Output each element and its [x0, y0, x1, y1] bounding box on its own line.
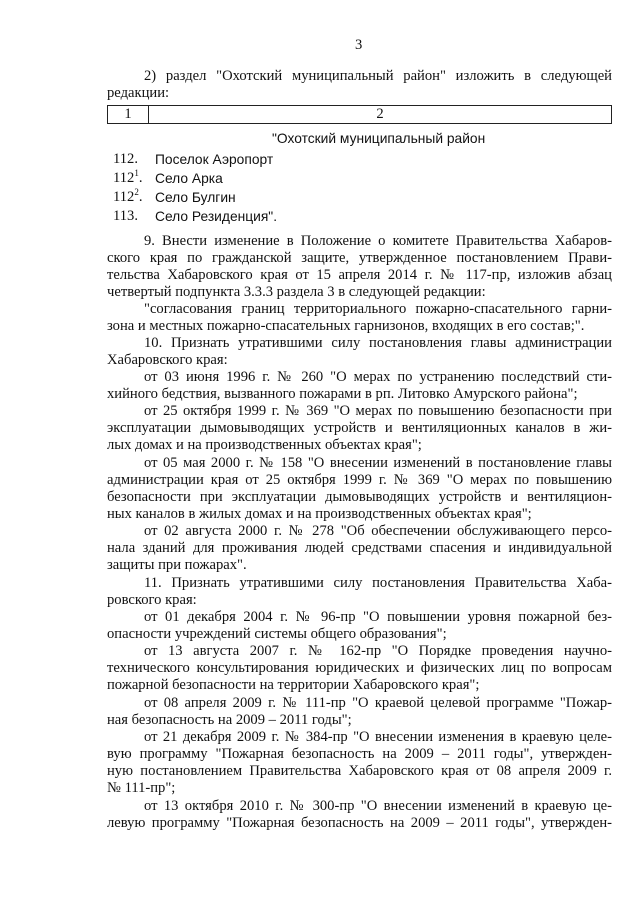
settlement-name: Поселок Аэропорт [155, 152, 274, 167]
paragraph-line: "согласования границ территориального пожарно-спасательного гарни- [144, 301, 612, 317]
paragraph-line: зона и местных пожарно-спасательных гарнизонов, входящих в его состав;". [107, 318, 585, 334]
paragraph-line: опасности учреждений системы общего образования"; [107, 626, 447, 642]
paragraph-line: от 21 декабря 2009 г. № 384-пр "О внесении изменения в краевую целе- [144, 729, 612, 745]
settlement-number: 113. [113, 208, 139, 224]
paragraph-line: от 05 мая 2000 г. № 158 "О внесении изменений в постановление главы [144, 455, 612, 471]
settlement-name: Село Булгин [155, 190, 236, 205]
paragraph-line: от 08 апреля 2009 г. № 111-пр "О краевой целевой программе "Пожар- [144, 695, 612, 711]
paragraph-line: хийного бедствия, вызванного пожарами в рп. Литовко Амурского района"; [107, 386, 578, 402]
settlement-number: 112. [113, 151, 139, 167]
section-intro-line: 2) раздел "Охотский муниципальный район" изложить в следующей [144, 68, 612, 84]
paragraph-line: ных каналов в жилых домах и на производственных объектах края"; [107, 506, 532, 522]
paragraph-line: 10. Признать утратившими силу постановления главы администрации [144, 335, 612, 351]
paragraph-line: от 03 июня 1996 г. № 260 "О мерах по устранению последствий сти- [144, 369, 612, 385]
paragraph-line: технического консультирования юридических и физических лиц по вопросам [107, 660, 612, 676]
section-intro-line: редакции: [107, 85, 170, 101]
table-header-cell: 2 [149, 106, 612, 124]
paragraph-line: администрации края от 25 октября 1999 г. № 369 "О мерах по повышению [107, 472, 612, 488]
settlement-number: $112^1$. [113, 168, 143, 186]
paragraph-line: 11. Признать утратившими силу постановления Правительства Хаба- [144, 575, 612, 591]
paragraph-line: от 25 октября 1999 г. № 369 "О мерах по повышению безопасности при [144, 403, 612, 419]
page-number: 3 [355, 37, 363, 53]
paragraph-line: ную постановлением Правительства Хабаровского края от 08 апреля 2009 г. [107, 763, 612, 779]
table-header-cell: 1 [108, 106, 149, 124]
paragraph-line: № 111-пр"; [107, 780, 176, 796]
paragraph-line: ная безопасность на 2009 – 2011 годы"; [107, 712, 352, 728]
paragraph-line: от 01 декабря 2004 г. № 96-пр "О повышении уровня пожарной без- [144, 609, 612, 625]
district-title: "Охотский муниципальный район [272, 131, 486, 146]
column-header-table [107, 105, 612, 124]
paragraph-line: эксплуатации дымовыводящих устройств и вентиляционных каналов в жи- [107, 420, 612, 436]
settlement-name: Село Резиденция". [155, 209, 278, 224]
paragraph-line: левую программу "Пожарная безопасность на 2009 – 2011 годы", утвержден- [107, 815, 612, 831]
paragraph-line: защиты при пожарах". [107, 557, 247, 573]
paragraph-line: четвертый подпункта 3.3.3 раздела 3 в следующей редакции: [107, 284, 486, 300]
paragraph-line: от 13 октября 2010 г. № 300-пр "О внесении изменений в краевую це- [144, 798, 612, 814]
settlement-number: $112^2$. [113, 187, 143, 205]
paragraph-line: от 13 августа 2007 г. № 162-пр "О Порядке проведения научно- [144, 643, 612, 659]
paragraph-line: тельства Хабаровского края от 15 апреля 2014 г. № 117-пр, изложив абзац [107, 267, 612, 283]
settlement-name: Село Арка [155, 171, 223, 186]
paragraph-line: нала зданий для проживания людей средствами спасения и индивидуальной [107, 540, 612, 556]
paragraph-line: вую программу "Пожарная безопасность на 2009 – 2011 годы", утвержден- [107, 746, 612, 762]
paragraph-line: пожарной безопасности на территории Хабаровского края"; [107, 677, 480, 693]
paragraph-line: ского края по гражданской защите, утвержденное постановлением Прави- [107, 250, 612, 266]
paragraph-line: безопасности при эксплуатации дымовыводящих устройств и вентиляцион- [107, 489, 612, 505]
paragraph-line: 9. Внести изменение в Положение о комитете Правительства Хабаров- [144, 233, 612, 249]
paragraph-line: ровского края: [107, 592, 197, 608]
paragraph-line: лых домах и на производственных объектах края"; [107, 437, 422, 453]
paragraph-line: Хабаровского края: [107, 352, 228, 368]
paragraph-line: от 02 августа 2000 г. № 278 "Об обеспечении обслуживающего персо- [144, 523, 612, 539]
